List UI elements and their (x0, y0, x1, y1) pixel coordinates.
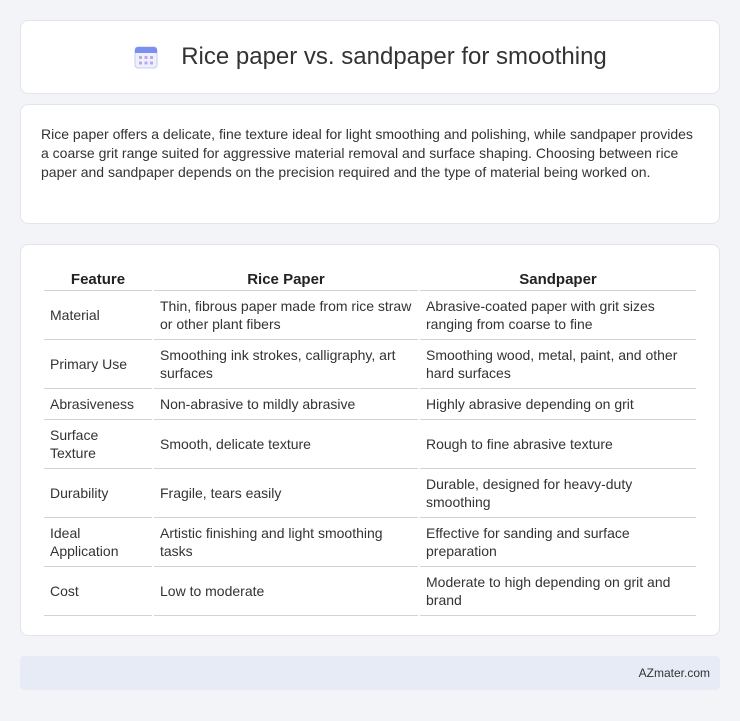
sandpaper-cell: Durable, designed for heavy-duty smoothing (420, 469, 696, 518)
feature-cell: Abrasiveness (44, 389, 152, 420)
table-row (44, 340, 696, 389)
table-row (44, 518, 696, 567)
header-rice-paper: Rice Paper (154, 265, 418, 291)
feature-cell: Durability (44, 469, 152, 518)
sandpaper-cell: Moderate to high depending on grit and brand (420, 567, 696, 616)
sandpaper-cell: Rough to fine abrasive texture (420, 420, 696, 469)
sandpaper-cell: Highly abrasive depending on grit (420, 389, 696, 420)
intro-paragraph: Rice paper offers a delicate, fine texture ideal for light smoothing and polishing, while sandpaper provides a coarse grit range suited for aggressive material removal and surface shaping. Choosing between rice paper and sandpaper depends on the precision required and the type of material being worked on. (41, 126, 693, 180)
header-feature: Feature (44, 265, 152, 291)
rice-paper-cell: Smoothing ink strokes, calligraphy, art surfaces (154, 340, 418, 389)
comparison-table (42, 265, 698, 616)
feature-cell: Material (44, 291, 152, 340)
sandpaper-cell: Smoothing wood, metal, paint, and other hard surfaces (420, 340, 696, 389)
calendar-icon (133, 44, 159, 70)
feature-cell: Ideal Application (44, 518, 152, 567)
feature-cell: Surface Texture (44, 420, 152, 469)
header-sandpaper: Sandpaper (420, 265, 696, 291)
footer-site-name: AZmater.com (638, 666, 710, 680)
rice-paper-cell: Non-abrasive to mildly abrasive (154, 389, 418, 420)
intro-card (20, 104, 720, 224)
rice-paper-cell: Low to moderate (154, 567, 418, 616)
title-wrap (133, 43, 607, 71)
footer (20, 656, 720, 690)
rice-paper-cell: Thin, fibrous paper made from rice straw or other plant fibers (154, 291, 418, 340)
table-header-row (44, 265, 696, 291)
table-row (44, 291, 696, 340)
sandpaper-cell: Effective for sanding and surface preparation (420, 518, 696, 567)
comparison-table-card (20, 244, 720, 636)
feature-cell: Cost (44, 567, 152, 616)
rice-paper-cell: Fragile, tears easily (154, 469, 418, 518)
table-row (44, 420, 696, 469)
table-row (44, 567, 696, 616)
sandpaper-cell: Abrasive-coated paper with grit sizes ranging from coarse to fine (420, 291, 696, 340)
rice-paper-cell: Artistic finishing and light smoothing tasks (154, 518, 418, 567)
table-row (44, 469, 696, 518)
table-row (44, 389, 696, 420)
feature-cell: Primary Use (44, 340, 152, 389)
rice-paper-cell: Smooth, delicate texture (154, 420, 418, 469)
title-card (20, 20, 720, 94)
page-title: Rice paper vs. sandpaper for smoothing (181, 43, 607, 70)
